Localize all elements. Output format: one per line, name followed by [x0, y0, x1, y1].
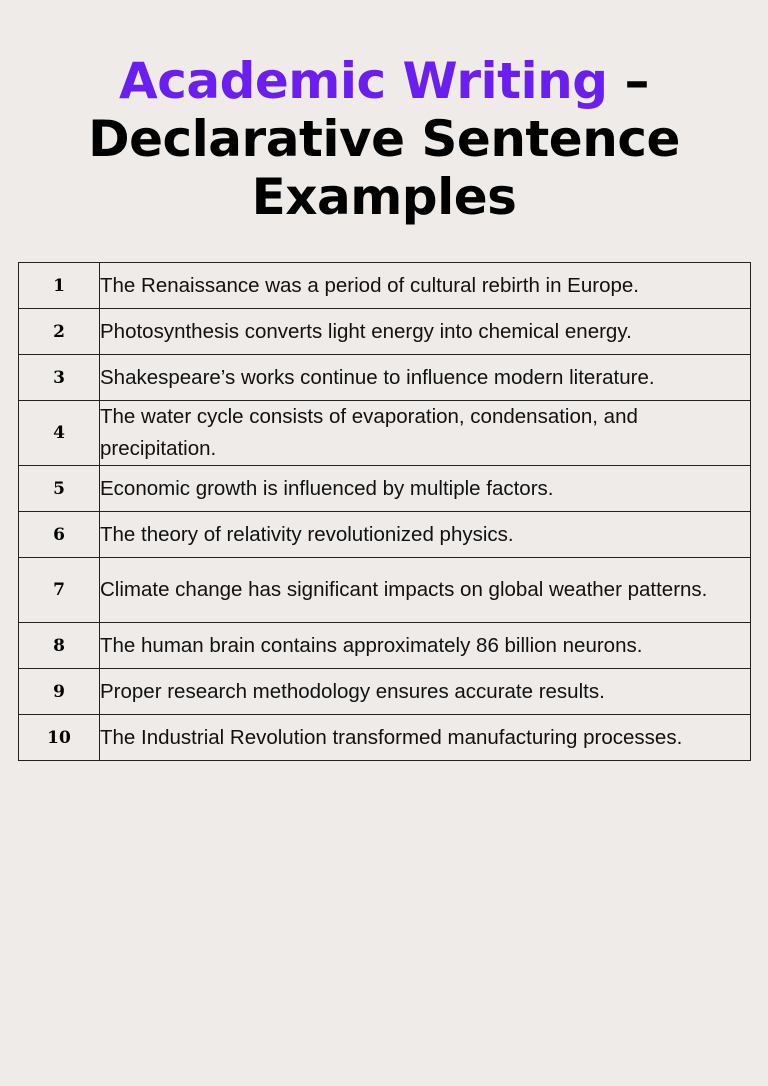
row-sentence: The water cycle consists of evaporation, condensation, and precipitation. — [100, 401, 751, 466]
row-number: 9 — [19, 669, 100, 715]
title-line-3: Examples — [251, 168, 517, 226]
title-accent: Academic Writing — [119, 52, 608, 110]
row-number: 7 — [19, 558, 100, 623]
title-dash: – — [607, 52, 649, 110]
table-row — [19, 401, 751, 466]
row-number: 8 — [19, 623, 100, 669]
table-row — [19, 669, 751, 715]
table-row — [19, 263, 751, 309]
row-number: 6 — [19, 512, 100, 558]
table-row — [19, 309, 751, 355]
row-number: 2 — [19, 309, 100, 355]
row-sentence: Shakespeare’s works continue to influence modern literature. — [100, 355, 751, 401]
examples-table — [18, 262, 751, 761]
row-sentence: The human brain contains approximately 86 billion neurons. — [100, 623, 751, 669]
title-line-2: Declarative Sentence — [88, 110, 680, 168]
page-title — [0, 52, 768, 226]
row-sentence: The Renaissance was a period of cultural rebirth in Europe. — [100, 263, 751, 309]
table-row — [19, 466, 751, 512]
row-sentence: Photosynthesis converts light energy into chemical energy. — [100, 309, 751, 355]
row-sentence: Proper research methodology ensures accurate results. — [100, 669, 751, 715]
row-number: 5 — [19, 466, 100, 512]
title-line-1 — [0, 52, 768, 110]
table-row — [19, 715, 751, 761]
table-row — [19, 355, 751, 401]
row-number: 10 — [19, 715, 100, 761]
row-number: 4 — [19, 401, 100, 466]
table-row — [19, 623, 751, 669]
table-row — [19, 512, 751, 558]
row-sentence: Economic growth is influenced by multiple factors. — [100, 466, 751, 512]
table-row — [19, 558, 751, 623]
row-sentence: The theory of relativity revolutionized physics. — [100, 512, 751, 558]
row-sentence: The Industrial Revolution transformed manufacturing processes. — [100, 715, 751, 761]
row-sentence: Climate change has significant impacts on global weather patterns. — [100, 558, 751, 623]
row-number: 1 — [19, 263, 100, 309]
row-number: 3 — [19, 355, 100, 401]
